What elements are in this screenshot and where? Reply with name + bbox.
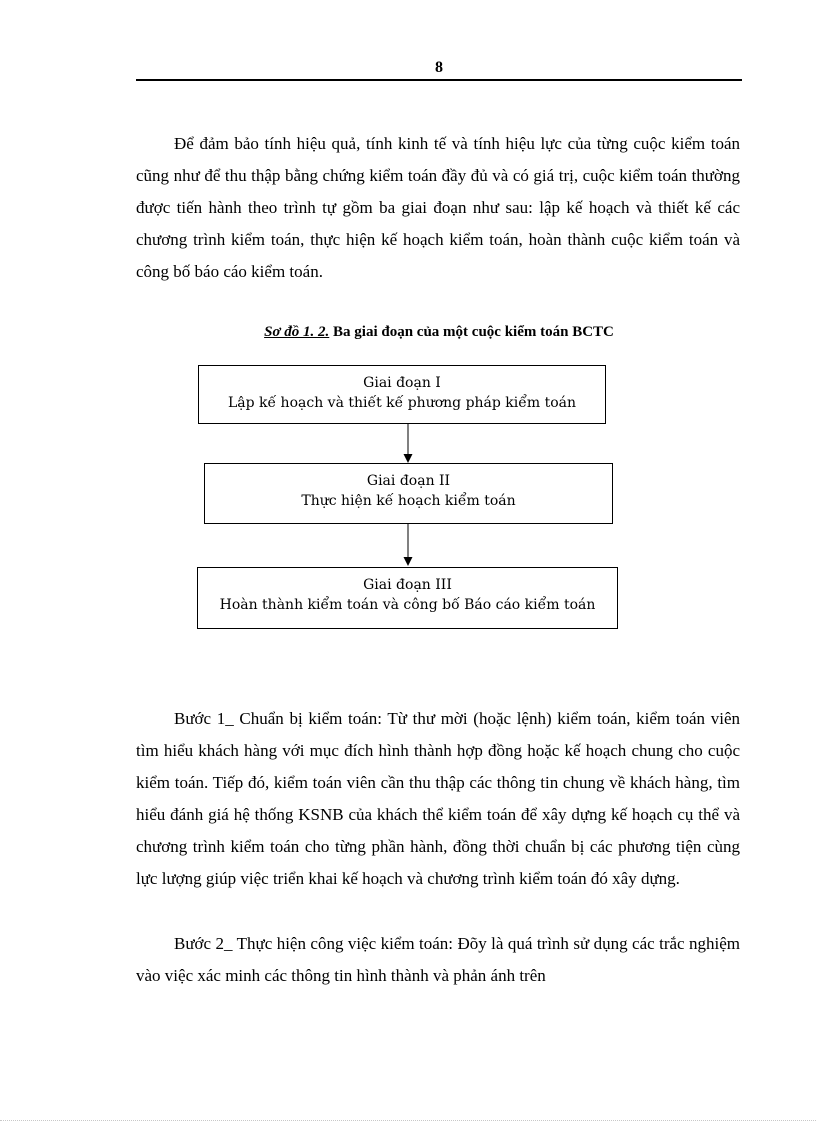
- stage-description: Hoàn thành kiểm toán và công bố Báo cáo kiểm toán: [219, 597, 596, 613]
- stage-box-3: [197, 567, 618, 629]
- stage-title: Giai đoạn I: [363, 375, 441, 391]
- stage-title: Giai đoạn III: [363, 577, 452, 593]
- step2-paragraph: Bước 2_ Thực hiện công việc kiểm toán: Đõy là quá trình sử dụng các trắc nghiệm vào việc xác minh các thông tin hình thành và phản ánh trên: [136, 934, 740, 985]
- stage-description: Lập kế hoạch và thiết kế phương pháp kiểm toán: [227, 395, 577, 411]
- stage-description: Thực hiện kế hoạch kiểm toán: [301, 493, 516, 509]
- stage-box-1: [198, 365, 606, 424]
- stage-box-2: [204, 463, 613, 524]
- intro-paragraph: Để đảm bảo tính hiệu quả, tính kinh tế và tính hiệu lực của từng cuộc kiểm toán cũng như để thu thập bằng chứng kiểm toán đầy đủ và có giá trị, cuộc kiểm toán thường được tiến hành theo trình tự gồm ba giai đoạn như sau: lập kế hoạch và thiết kế các chương trình kiểm toán, thực hiện kế hoạch kiểm toán, hoàn thành cuộc kiểm toán và công bố báo cáo kiểm toán.: [136, 134, 740, 281]
- step1-paragraph: Bước 1_ Chuẩn bị kiểm toán: Từ thư mời (hoặc lệnh) kiểm toán, kiểm toán viên tìm hiểu khách hàng với mục đích hình thành hợp đồng hoặc kế hoạch chung cho cuộc kiểm toán. Tiếp đó, kiểm toán viên cần thu thập các thông tin chung về khách hàng, tìm hiểu đánh giá hệ thống KSNB của khách thể kiểm toán để xây dựng kế hoạch cụ thể và chương trình kiểm toán cho từng phần hành, đồng thời chuẩn bị các phương tiện cùng lực lượng giúp việc triển khai kế hoạch và chương trình kiểm toán đó xây dựng.: [136, 709, 740, 888]
- diagram-caption-label: Sơ đồ 1. 2.: [264, 324, 330, 340]
- stage-title: Giai đoạn II: [366, 473, 451, 489]
- diagram-caption-title: Ba giai đoạn của một cuộc kiểm toán BCTC: [333, 324, 614, 340]
- page-bottom-divider: [0, 1120, 816, 1121]
- down-arrow-icon: [402, 424, 414, 464]
- down-arrow-icon: [402, 524, 414, 567]
- header-divider: [136, 79, 742, 81]
- page-number: 8: [435, 59, 443, 76]
- diagram-caption: [136, 324, 742, 341]
